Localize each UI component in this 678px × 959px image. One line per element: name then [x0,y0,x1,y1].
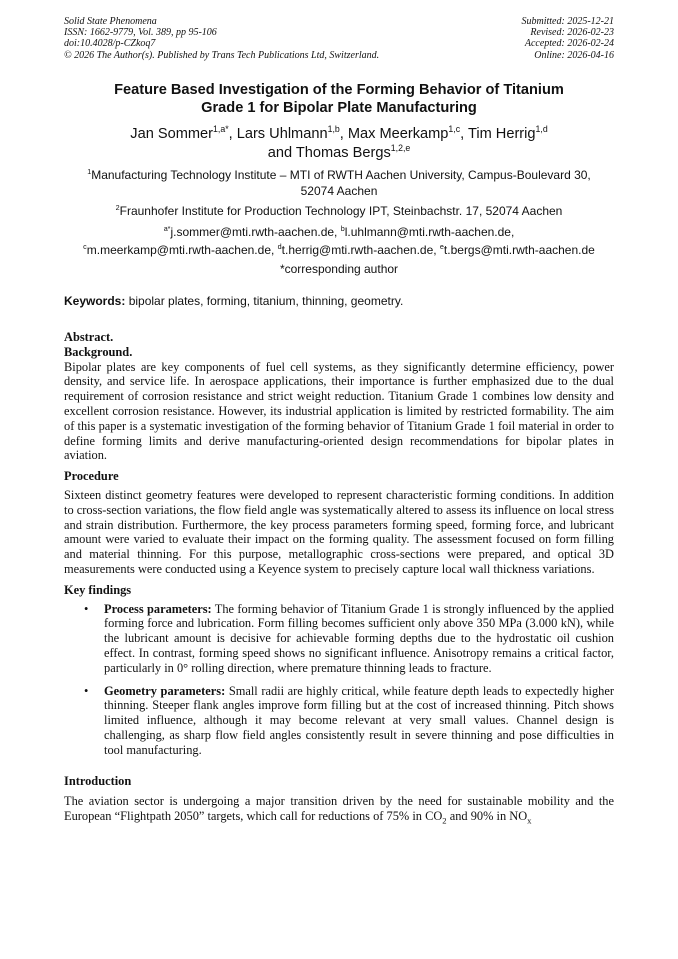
finding-label: Process parameters: [104,601,212,616]
email-link[interactable]: t.herrig@mti.rwth-aachen.de, [281,242,440,257]
authors-line-2 [64,144,614,163]
author-name: Max Meerkamp [347,126,449,142]
finding-text: The forming behavior of Titanium Grade 1 is strongly influenced by the applied forming force and lubrication. Form filling becomes sufficient only above 350 MPa (3.000 kN), while the lubricant amount is decisive for achievable forming depths due to the hydrostatic oil cushion effect. In contrast, forming speed shows no significant influence. Anisotropy remains a critical factor, particularly in 0° rolling direction, where premature thinning leads to fracture. [104,601,614,675]
intro-text-2: and 90% in NO [446,809,528,824]
doi: doi:10.4028/p-CZkoq7 [64,38,156,50]
bullet-icon: • [84,683,89,698]
background-paragraph: Bipolar plates are key components of fuel cell systems, as they significantly determine efficiency, power density, and service life. In aerospace applications, their importance is further emphasized due to the dual requirement of corrosion resistance and strict weight reduction. Titanium Grade 1 combines low density and excellent corrosion resistance. However, its industrial application is limited by restricted formability. The aim of this paper is a systematic investigation of the forming behavior of Titanium Grade 1 foil material in order to define forming limits and derive manufacturing-oriented design recommendations for bipolar plates in aviation. [64,359,614,463]
authors-line-1 [64,125,614,144]
title-line-2: Grade 1 for Bipolar Plate Manufacturing [201,99,477,116]
author-emails [64,224,614,259]
affiliation-text: Manufacturing Technology Institute – MTI of RWTH Aachen University, Campus-Boulevard 30, [91,168,591,182]
introduction-heading: Introduction [64,773,132,788]
issn: ISSN: 1662-9779, Vol. 389, pp 95-106 [64,27,217,39]
author-sep: , [339,126,348,142]
key-findings-list [64,602,614,758]
list-item [84,601,614,676]
dates-info [522,16,615,61]
email-link[interactable]: t.bergs@mti.rwth-aachen.de [443,242,595,257]
key-findings-heading: Key findings [64,582,132,597]
author-list [64,125,614,163]
affiliation-2 [64,204,614,220]
list-item [84,683,614,758]
submitted-date: Submitted: 2025-12-21 [521,16,614,27]
intro-subscript-2: x [527,815,532,826]
email-link[interactable]: l.uhlmann@mti.rwth-aachen.de, [344,225,515,239]
affiliation-sup: 2 [115,203,120,212]
author-sup: 1,c [448,124,461,135]
keywords-text: bipolar plates, forming, titanium, thinning, geometry. [125,294,404,308]
email-sup: c [83,241,87,251]
corresponding-note: *corresponding author [279,262,399,276]
author-sep: , [228,126,237,142]
copyright: © 2026 The Author(s). Published by Trans Tech Publications Ltd, Switzerland. [64,49,380,61]
author-sup: 1,d [535,124,548,135]
keywords-label: Keywords: [64,294,126,308]
paper-title [64,82,614,117]
journal-info [64,16,379,61]
affiliation-1 [64,168,614,199]
abstract-heading: Abstract. [64,330,114,344]
procedure-paragraph: Sixteen distinct geometry features were developed to represent characteristic forming conditions. In addition to cross-section variations, the flow field angle was systematically altered to assess its influence on local stress and strain distribution. Furthermore, the key process parameters forming speed, forming force, and lubricant amount were varied to evaluate their impact on the forming quality. The assessment focused on form filling and material thinning. For this purpose, metallographic cross-sections were prepared, and optical 3D measurements were conducted using a Keyence system to precisely capture local wall thickness variations. [64,487,614,576]
abstract-body [64,330,614,824]
introduction-paragraph [64,794,614,824]
keywords [64,294,614,308]
author-name: Tim Herrig [467,126,536,142]
email-sup: e [439,241,444,251]
journal-name: Solid State Phenomena [64,16,157,27]
affiliation-sup: 1 [87,167,92,176]
title-line-1: Feature Based Investigation of the Forming Behavior of Titanium [114,82,564,98]
bullet-icon: • [84,601,89,616]
finding-label: Geometry parameters: [104,683,226,698]
accepted-date: Accepted: 2026-02-24 [524,38,614,50]
affiliation-text-2: 52074 Aachen [300,183,378,198]
author-sup: 1,a* [213,124,229,135]
affiliation-text: Fraunhofer Institute for Production Technology IPT, Steinbachstr. 17, 52074 Aachen [119,204,563,218]
procedure-heading: Procedure [64,469,119,484]
author-name: Lars Uhlmann [236,126,328,142]
finding-text: Small radii are highly critical, while feature depth leads to expectedly higher thinning. Steeper flank angles improve form filling but at the cost of increased thinning. Pitch shows limited influence, although it may become relevant at very small values. Channel design is challenging, as sharp flow field angles consistently result in severe thinning and pose difficulties in tool manufacturing. [104,683,614,757]
author-name: and Thomas Bergs [267,145,391,161]
email-link[interactable]: j.sommer@mti.rwth-aachen.de, [170,225,341,239]
intro-subscript: 2 [442,815,447,826]
background-heading: Background. [64,344,133,359]
email-sup: d [277,241,282,251]
author-sup: 1,b [327,124,340,135]
author-sup: 1,2,e [390,143,411,154]
email-sup: b [340,224,345,233]
author-sep: , [460,126,468,142]
author-name: Jan Sommer [130,126,214,142]
email-sup: a* [163,224,171,233]
intro-text: The aviation sector is undergoing a major transition driven by the need for sustainable mobility and the European “Flightpath 2050” targets, which call for reductions of 75% in CO [64,794,614,824]
email-link[interactable]: m.meerkamp@mti.rwth-aachen.de, [86,242,278,257]
revised-date: Revised: 2026-02-23 [530,27,614,39]
online-date: Online: 2026-04-16 [534,49,614,61]
